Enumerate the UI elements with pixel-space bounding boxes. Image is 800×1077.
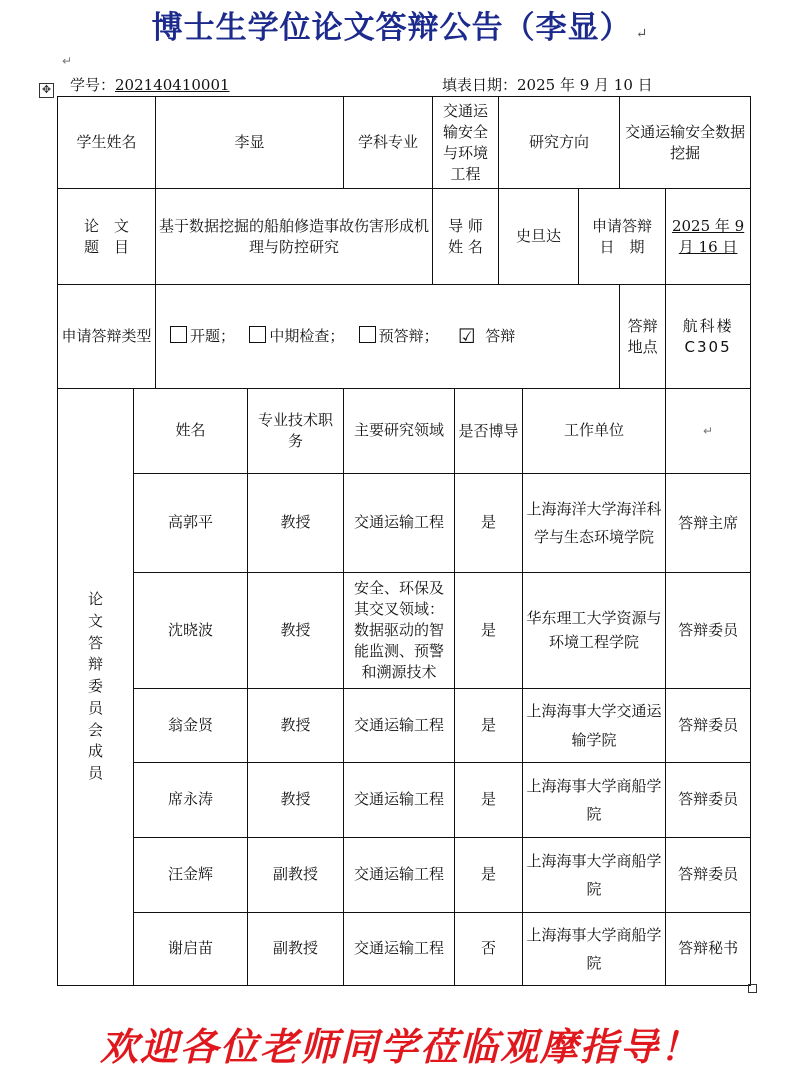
member-role: 答辩委员 <box>666 838 751 913</box>
checkbox-checked-icon[interactable]: ☑ <box>457 324 476 348</box>
checkbox-unchecked-icon[interactable] <box>170 326 187 343</box>
research-direction: 交通运输安全数据挖掘 <box>620 97 751 189</box>
member-role: 答辩委员 <box>666 763 751 838</box>
member-unit: 上海海事大学商船学院 <box>523 763 666 838</box>
paragraph-mark-icon: ↵ <box>703 424 714 439</box>
option-defense[interactable]: ☑ 答辩 <box>457 324 516 348</box>
research-label: 研究方向 <box>499 97 620 189</box>
page-title: 博士生学位论文答辩公告（李显） ↵ <box>151 10 649 46</box>
table-row <box>58 913 751 986</box>
member-title: 教授 <box>248 689 344 763</box>
member-unit: 上海海事大学交通运输学院 <box>523 689 666 763</box>
major-label: 学科专业 <box>344 97 433 189</box>
member-role: 答辩委员 <box>666 573 751 689</box>
table-row <box>58 763 751 838</box>
defense-type-label: 申请答辩类型 <box>58 285 156 389</box>
member-unit: 上海海事大学商船学院 <box>523 838 666 913</box>
member-doctoral: 是 <box>455 689 523 763</box>
header-unit: 工作单位 <box>523 389 666 474</box>
member-field: 交通运输工程 <box>344 763 455 838</box>
table-row <box>58 474 751 573</box>
table-resize-handle-icon[interactable] <box>748 984 757 993</box>
header-title: 专业技术职务 <box>248 389 344 474</box>
member-title: 教授 <box>248 474 344 573</box>
member-name: 汪金辉 <box>134 838 248 913</box>
welcome-footer: 欢迎各位老师同学莅临观摩指导！ <box>99 1024 700 1069</box>
paragraph-mark-icon: ↵ <box>62 54 73 68</box>
member-role: 答辩委员 <box>666 689 751 763</box>
member-role: 答辩主席 <box>666 474 751 573</box>
advisor-label: 导 师 姓 名 <box>433 189 499 285</box>
defense-location: 航科楼 C305 <box>666 285 751 389</box>
checkbox-unchecked-icon[interactable] <box>249 326 266 343</box>
member-title: 副教授 <box>248 838 344 913</box>
thesis-title-label: 论 文 题 目 <box>58 189 156 285</box>
student-name: 李显 <box>156 97 344 189</box>
defense-announcement-table <box>57 96 751 986</box>
student-name-label: 学生姓名 <box>58 97 156 189</box>
option-proposal[interactable]: 开题； <box>170 327 235 345</box>
member-name: 翁金贤 <box>134 689 248 763</box>
member-title: 教授 <box>248 573 344 689</box>
member-field: 交通运输工程 <box>344 838 455 913</box>
member-field: 安全、环保及其交叉领域：数据驱动的智能监测、预警和溯源技术 <box>344 573 455 689</box>
member-name: 席永涛 <box>134 763 248 838</box>
member-unit: 上海海事大学商船学院 <box>523 913 666 986</box>
option-predefense[interactable]: 预答辩； <box>359 327 439 345</box>
location-label: 答辩地点 <box>620 285 666 389</box>
member-name: 沈晓波 <box>134 573 248 689</box>
thesis-row <box>58 189 751 285</box>
member-doctoral: 是 <box>455 838 523 913</box>
table-row <box>58 838 751 913</box>
member-doctoral: 是 <box>455 763 523 838</box>
table-row <box>58 689 751 763</box>
defense-type-options <box>156 285 620 389</box>
member-doctoral: 是 <box>455 474 523 573</box>
member-unit: 华东理工大学资源与环境工程学院 <box>523 573 666 689</box>
member-title: 教授 <box>248 763 344 838</box>
header-role <box>666 389 751 474</box>
member-doctoral: 是 <box>455 573 523 689</box>
fill-date: 填表日期：2025 年 9 月 10 日 <box>442 76 653 94</box>
header-doctoral: 是否博导 <box>455 389 523 474</box>
defense-date-label: 申请答辩 日 期 <box>579 189 666 285</box>
member-field: 交通运输工程 <box>344 913 455 986</box>
table-row <box>58 573 751 689</box>
student-id: 学号：202140410001 <box>70 76 230 94</box>
defense-type-row <box>58 285 751 389</box>
option-midterm[interactable]: 中期检查； <box>249 327 344 345</box>
header-name: 姓名 <box>134 389 248 474</box>
checkbox-unchecked-icon[interactable] <box>359 326 376 343</box>
member-unit: 上海海洋大学海洋科学与生态环境学院 <box>523 474 666 573</box>
member-doctoral: 否 <box>455 913 523 986</box>
committee-header-row <box>58 389 751 474</box>
member-role: 答辩秘书 <box>666 913 751 986</box>
member-name: 谢启苗 <box>134 913 248 986</box>
member-title: 副教授 <box>248 913 344 986</box>
committee-side-label: 论 文 答 辩 委 员 会 成 员 <box>58 389 134 986</box>
thesis-title: 基于数据挖掘的船舶修造事故伤害形成机理与防控研究 <box>156 189 433 285</box>
header-field: 主要研究领域 <box>344 389 455 474</box>
basic-info-row <box>58 97 751 189</box>
member-field: 交通运输工程 <box>344 474 455 573</box>
table-move-handle-icon[interactable]: ✥ <box>39 83 54 98</box>
advisor-name: 史旦达 <box>499 189 579 285</box>
major: 交通运输安全与环境工程 <box>433 97 499 189</box>
defense-date: 2025 年 9 月 16 日 <box>666 189 751 285</box>
paragraph-mark-icon: ↵ <box>635 26 649 42</box>
member-field: 交通运输工程 <box>344 689 455 763</box>
member-name: 高郭平 <box>134 474 248 573</box>
